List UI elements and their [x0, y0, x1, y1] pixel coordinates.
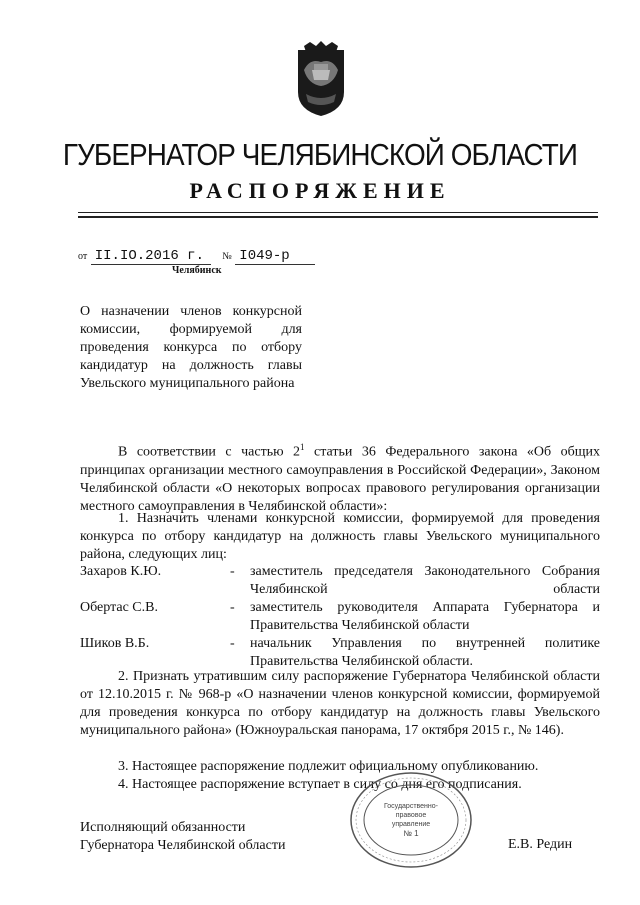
document-type-title: РАСПОРЯЖЕНИЕ [189, 178, 451, 203]
preamble-part-2: статьи 36 Федерального закона «Об общих принципах организации местного самоуправления в Российской Федерации», Законом Челябинской области «О некоторых вопросах правового регулирования организации местного самоуправления в Челябинской области»: [80, 444, 601, 514]
member-position: начальник Управления по внутренней политике Правительства Челябинской области. [250, 636, 600, 669]
member-dash: - [230, 564, 235, 579]
item-2-paragraph [80, 668, 600, 740]
member-row [80, 563, 600, 599]
item-4-paragraph [80, 776, 600, 794]
member-dash: - [230, 636, 235, 651]
signer-title-line-2: Губернатора Челябинской области [80, 838, 286, 853]
document-subject: О назначении членов конкурсной комиссии, формируемой для проведения конкурса по отбору кандидатур на должность главы Увельского муниципального района [80, 304, 302, 391]
number-prefix: № [222, 251, 232, 262]
stamp-center-line-1: Государственно- [383, 803, 439, 810]
item-3-paragraph [80, 758, 600, 776]
signer-title-line-1: Исполняющий обязанности [80, 820, 246, 835]
preamble-part-1: В соответствии с частью 2 [118, 444, 301, 460]
signer-title [80, 819, 285, 855]
preamble-superscript: 1 [300, 442, 305, 452]
registration-line [78, 248, 315, 265]
member-position: заместитель председателя Законодательного Собрания Челябинской области [250, 564, 600, 597]
document-date: II.IO.2016 г. [91, 248, 211, 265]
preamble-paragraph [80, 438, 600, 516]
members-list [80, 563, 600, 671]
date-prefix: от [78, 251, 88, 262]
item-1-text: 1. Назначить членами конкурсной комиссии, формируемой для проведения конкурса по отбору кандидатур на должность главы Увельского муниципального района, следующих лиц: [80, 511, 600, 562]
authority-title: ГУБЕРНАТОР ЧЕЛЯБИНСКОЙ ОБЛАСТИ [62, 137, 578, 172]
official-seal-stamp [346, 770, 476, 870]
member-row [80, 599, 600, 635]
stamp-center-line-2: правовое [395, 812, 427, 819]
document-number: I049-р [235, 248, 315, 265]
issue-city: Челябинск [172, 265, 222, 276]
member-name: Обертас С.В. [80, 600, 158, 615]
item-3-text: 3. Настоящее распоряжение подлежит официальному опубликованию. [118, 759, 539, 774]
item-4-text: 4. Настоящее распоряжение вступает в силу со дня его подписания. [118, 777, 522, 792]
member-name: Захаров К.Ю. [80, 564, 162, 579]
member-position: заместитель руководителя Аппарата Губернатора и Правительства Челябинской области [250, 600, 600, 633]
coat-of-arms-emblem [290, 40, 352, 118]
signer-name: Е.В. Редин [508, 837, 573, 852]
item-1-paragraph [80, 510, 600, 564]
header-divider [78, 212, 598, 213]
header-divider-thick [78, 216, 598, 218]
stamp-center-line-3: управление [391, 821, 431, 828]
item-2-text: 2. Признать утратившим силу распоряжение Губернатора Челябинской области от 12.10.2015 г. № 968-р «О назначении членов конкурсной комиссии, формируемой для проведения конкурса по отбору кандидатур на должность главы Увельского муниципального района» (Южноуральская панорама, 17 октября 2015 г., № 146). [80, 669, 600, 738]
member-row [80, 635, 600, 671]
stamp-center-line-4: № 1 [403, 829, 419, 838]
member-dash: - [230, 600, 235, 615]
member-name: Шиков В.Б. [80, 636, 150, 651]
